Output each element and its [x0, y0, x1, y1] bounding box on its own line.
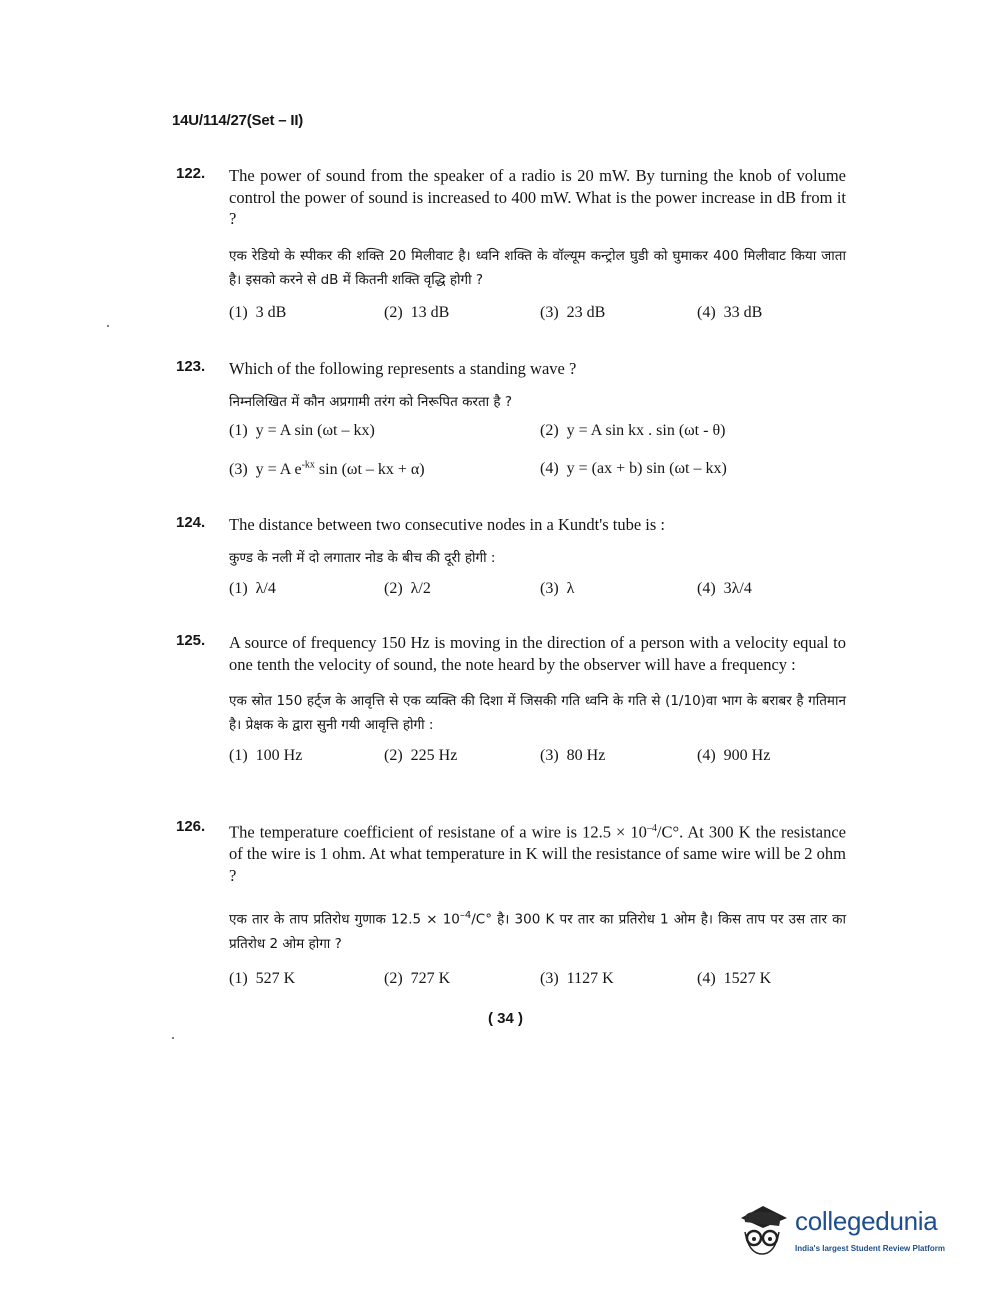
mascot-icon — [735, 1198, 793, 1258]
option-3: (3) λ — [540, 579, 575, 597]
option-2: (2) y = A sin kx . sin (ωt - θ) — [540, 421, 726, 439]
question-number: 122. — [176, 165, 206, 182]
question-124 — [176, 514, 846, 602]
option-4: (4) 900 Hz — [697, 747, 771, 764]
question-text-english: The distance between two consecutive nodes in a Kundt's tube is : — [229, 515, 665, 534]
question-number: 123. — [176, 358, 206, 375]
option-2: (2) 13 dB — [384, 303, 450, 321]
option-4: (4) 1527 K — [697, 969, 772, 987]
options — [229, 422, 846, 496]
scan-speck — [107, 325, 109, 327]
question-126 — [176, 818, 846, 992]
question-text-hindi: निम्नलिखित में कौन अप्रगामी तरंग को निरूपित करता है ? — [229, 393, 513, 410]
option-2: (2) 225 Hz — [384, 747, 458, 764]
logo-tagline: India's largest Student Review Platform — [795, 1244, 945, 1253]
option-4: (4) 33 dB — [697, 303, 763, 321]
option-1: (1) 3 dB — [229, 303, 287, 321]
option-1: (1) λ/4 — [229, 579, 276, 597]
question-number: 125. — [176, 632, 206, 649]
option-1: (1) 100 Hz — [229, 747, 303, 764]
options — [229, 304, 846, 326]
option-3: (3) y = A $e^{-kx}$ sin (ωt – kx + α) — [229, 459, 425, 478]
options — [229, 747, 846, 769]
option-2: (2) λ/2 — [384, 579, 431, 597]
page-number: ( 34 ) — [488, 1010, 524, 1027]
question-text-hindi: एक तार के ताप प्रतिरोध गुणाक $12.5 \times 10^{-4}/C^\circ$ है। 300 K पर तार का प्रतिरोध 1 ओम है। किस ताप पर उस तार का प्रतिरोध 2 ओम होगा ? — [229, 910, 846, 952]
option-4: (4) 3λ/4 — [697, 579, 752, 597]
question-number: 126. — [176, 818, 206, 835]
question-text-english: A source of frequency 150 Hz is moving in the direction of a person with a velocity equal to one tenth the velocity of sound, the note heard by the observer will have a frequency : — [229, 633, 846, 674]
option-3: (3) 1127 K — [540, 969, 614, 987]
question-text-english: The power of sound from the speaker of a radio is 20 mW. By turning the knob of volume control the power of sound is increased to 400 mW. What is the power increase in dB from it ? — [229, 166, 846, 228]
option-1: (1) y = A sin (ωt – kx) — [229, 421, 375, 439]
question-123 — [176, 358, 846, 496]
option-4: (4) y = (ax + b) sin (ωt – kx) — [540, 459, 727, 477]
question-text-hindi: कुण्ड के नली में दो लगातार नोड के बीच की दूरी होगी : — [229, 549, 496, 566]
question-text-english: Which of the following represents a standing wave ? — [229, 359, 577, 378]
question-text-hindi: एक रेडियो के स्पीकर की शक्ति 20 मिलीवाट है। ध्वनि शक्ति के वॉल्यूम कन्ट्रोल घुडी को घुमाकर 400 मिलीवाट किया जाता है। इसको करने से dB में कितनी शक्ति वृद्धि होगी ? — [229, 247, 846, 288]
question-text-english: The temperature coefficient of resistane of a wire is $12.5 \times 10^{-4}/C^\circ$. At 300 K the resistance of the wire is 1 ohm. At what temperature in K will the resistance of same wire will be 2 ohm ? — [229, 822, 846, 885]
options — [229, 580, 846, 602]
question-text-hindi: एक स्रोत 150 हर्ट्ज के आवृत्ति से एक व्यक्ति की दिशा में जिसकी गति ध्वनि के गति से (1/10)वा भाग के बराबर है गतिमान है। प्रेक्षक के द्वारा सुनी गयी आवृत्ति होगी : — [229, 693, 846, 733]
question-122 — [176, 165, 846, 326]
options — [229, 970, 846, 992]
option-1: (1) 527 K — [229, 969, 296, 987]
question-number: 124. — [176, 514, 206, 531]
paper-code: 14U/114/27(Set – II) — [172, 112, 304, 129]
logo-name: collegedunia — [795, 1206, 938, 1236]
collegedunia-logo — [735, 1198, 960, 1258]
option-3: (3) 23 dB — [540, 303, 606, 321]
question-125 — [176, 632, 846, 769]
option-3: (3) 80 Hz — [540, 747, 606, 764]
scan-speck — [172, 1037, 174, 1039]
option-2: (2) 727 K — [384, 969, 451, 987]
